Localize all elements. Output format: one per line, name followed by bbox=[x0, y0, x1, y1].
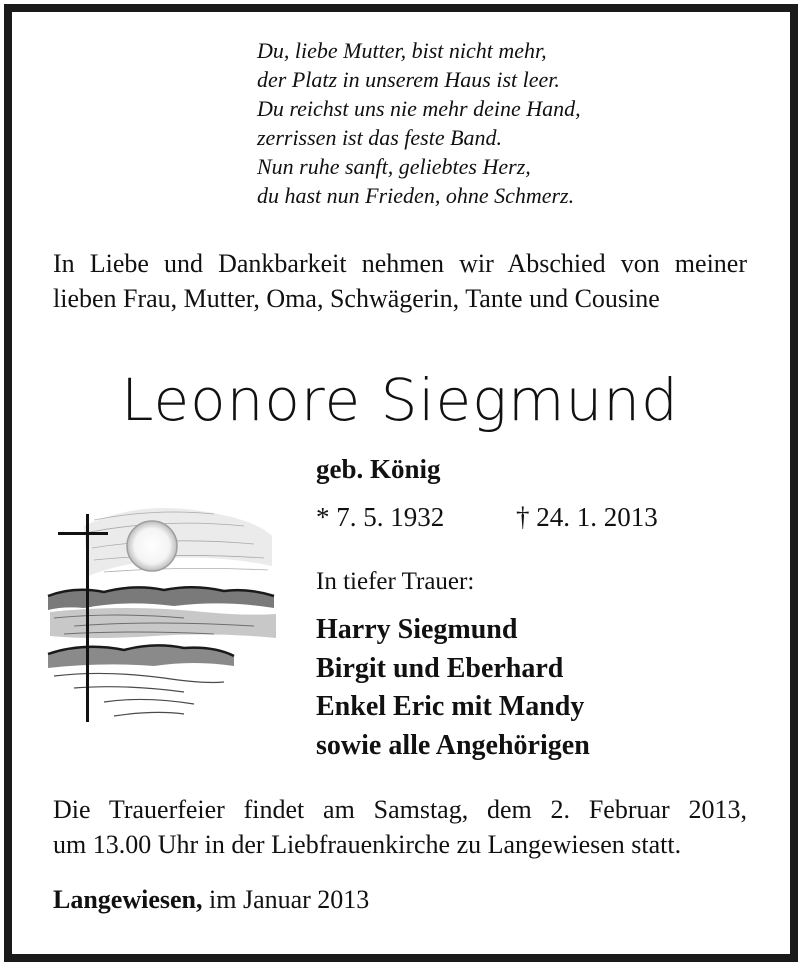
deceased-name: Leonore Siegmund bbox=[121, 366, 679, 434]
closing-place: Langewiesen, bbox=[53, 885, 203, 914]
intro-text: In Liebe und Dankbarkeit nehmen wir Abschied von meiner lieben Frau, Mutter, Oma, Schwägerin, Tante und Cousine bbox=[53, 249, 747, 313]
poem-line: Nun ruhe sanft, geliebtes Herz, bbox=[257, 154, 531, 179]
mourners-list bbox=[316, 611, 590, 765]
poem-line: du hast nun Frieden, ohne Schmerz. bbox=[257, 183, 575, 208]
mourner-name: sowie alle Angehörigen bbox=[316, 729, 590, 761]
poem-line: Du, liebe Mutter, bist nicht mehr, bbox=[257, 38, 547, 63]
service-details bbox=[53, 792, 747, 862]
mourner-name: Enkel Eric mit Mandy bbox=[316, 691, 585, 722]
closing-date: im Januar 2013 bbox=[209, 885, 370, 914]
birth-date: * 7. 5. 1932 bbox=[316, 502, 445, 532]
life-dates bbox=[316, 502, 658, 533]
place-date bbox=[53, 885, 369, 915]
mourner-name: Birgit und Eberhard bbox=[316, 652, 564, 684]
poem-line: Du reichst uns nie mehr deine Hand, bbox=[257, 96, 581, 121]
poem-line: der Platz in unserem Haus ist leer. bbox=[257, 67, 560, 92]
mourner-name: Harry Siegmund bbox=[316, 614, 518, 645]
cross-landscape-icon bbox=[44, 496, 280, 722]
mourning-label: In tiefer Trauer: bbox=[316, 568, 475, 595]
service-line: Die Trauerfeier findet am Samstag, dem 2. Februar 2013, bbox=[53, 795, 747, 824]
poem-line: zerrissen ist das feste Band. bbox=[257, 125, 503, 150]
service-line: um 13.00 Uhr in der Liebfrauenkirche zu Langewiesen statt. bbox=[53, 830, 682, 859]
maiden-name: geb. König bbox=[316, 454, 441, 484]
poem bbox=[257, 36, 581, 210]
death-date: † 24. 1. 2013 bbox=[516, 502, 658, 532]
